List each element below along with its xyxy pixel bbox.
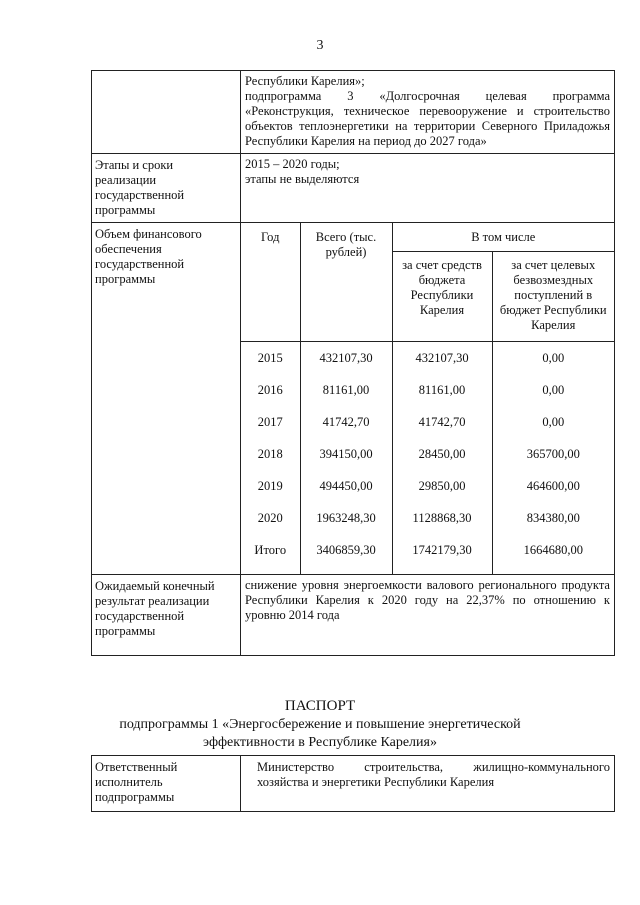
funding-total-row (241, 534, 614, 566)
cell-year: 2019 (257, 478, 283, 493)
cell-budget: 432107,30 (392, 342, 492, 375)
result-label: Ожидаемый конечный результат реализации государственной программы (92, 575, 241, 656)
cell-budget: 28450,00 (392, 438, 492, 470)
cell-targeted: 0,00 (492, 406, 614, 438)
cell-targeted: 0,00 (492, 374, 614, 406)
passport-subtitle-line2: эффективности в Республике Карелия» (203, 735, 437, 750)
cell-targeted: 0,00 (492, 342, 614, 375)
stages-row (92, 154, 615, 223)
cell-targeted: 365700,00 (492, 438, 614, 470)
passport-heading (0, 697, 640, 752)
continuation-label-cell (92, 71, 241, 154)
cell-budget: 1742179,30 (392, 534, 492, 566)
cell-targeted: 834380,00 (492, 502, 614, 534)
result-value: снижение уровня энергоемкости валового регионального продукта Республики Карелия к 2020 году на 22,37% по отношению к уровню 2014 года (241, 575, 615, 656)
cell-year: 2018 (257, 446, 283, 461)
continuation-line: Республики Карелия»; (245, 74, 365, 88)
continuation-row (92, 71, 615, 154)
cell-total: 41742,70 (300, 406, 392, 438)
cell-budget: 41742,70 (392, 406, 492, 438)
passport-title: ПАСПОРТ (284, 698, 356, 714)
funding-row (92, 223, 615, 575)
result-row (92, 575, 615, 656)
stages-note: этапы не выделяются (245, 172, 360, 186)
funding-data-row (241, 438, 614, 470)
header-budget: за счет средств бюджета Республики Карелия (392, 252, 492, 342)
cell-targeted: 464600,00 (492, 470, 614, 502)
cell-total: 1963248,30 (300, 502, 392, 534)
subprogram-3-text: подпрограмма 3 «Долгосрочная целевая программа «Реконструкция, техническое перевооружение и строительство объектов теплоэнергетики на территории Северного Приладожья Республики Карелия на период до 2027 года» (245, 89, 610, 148)
stages-years: 2015 – 2020 годы; (245, 157, 340, 171)
continuation-value-cell (241, 71, 615, 154)
executor-value: Министерство строительства, жилищно-коммунального хозяйства и энергетики Республики Карелия (241, 756, 615, 812)
cell-total: 3406859,30 (300, 534, 392, 566)
program-passport-table (91, 70, 615, 656)
executor-row (92, 756, 615, 812)
funding-label: Объем финансового обеспечения государственной программы (92, 223, 241, 575)
funding-value-cell (241, 223, 615, 575)
header-targeted: за счет целевых безвозмездных поступлений в бюджет Республики Карелия (492, 252, 614, 342)
stages-label: Этапы и сроки реализации государственной программы (92, 154, 241, 223)
cell-total: 494450,00 (300, 470, 392, 502)
cell-year: 2017 (257, 414, 283, 429)
page-number: 3 (316, 38, 324, 53)
cell-total: 394150,00 (300, 438, 392, 470)
funding-data-row (241, 342, 614, 375)
header-including: В том числе (392, 223, 614, 252)
funding-data-row (241, 502, 614, 534)
cell-budget: 1128868,30 (392, 502, 492, 534)
cell-budget: 29850,00 (392, 470, 492, 502)
cell-year: 2016 (257, 382, 283, 397)
cell-targeted: 1664680,00 (492, 534, 614, 566)
header-year: Год (241, 223, 300, 342)
cell-year: 2020 (257, 510, 283, 525)
cell-total: 432107,30 (300, 342, 392, 375)
funding-data-row (241, 374, 614, 406)
stages-value-cell (241, 154, 615, 223)
cell-year: 2015 (257, 350, 283, 365)
subprogram-passport-table (91, 755, 615, 812)
cell-budget: 81161,00 (392, 374, 492, 406)
funding-table (241, 223, 614, 574)
passport-subtitle-line1: подпрограммы 1 «Энергосбережение и повышение энергетической (119, 717, 521, 732)
executor-label: Ответственный исполнитель подпрограммы (92, 756, 241, 812)
funding-data-row (241, 406, 614, 438)
funding-data-row (241, 470, 614, 502)
cell-total: 81161,00 (300, 374, 392, 406)
cell-year: Итого (254, 542, 287, 557)
header-total: Всего (тыс. рублей) (300, 223, 392, 342)
